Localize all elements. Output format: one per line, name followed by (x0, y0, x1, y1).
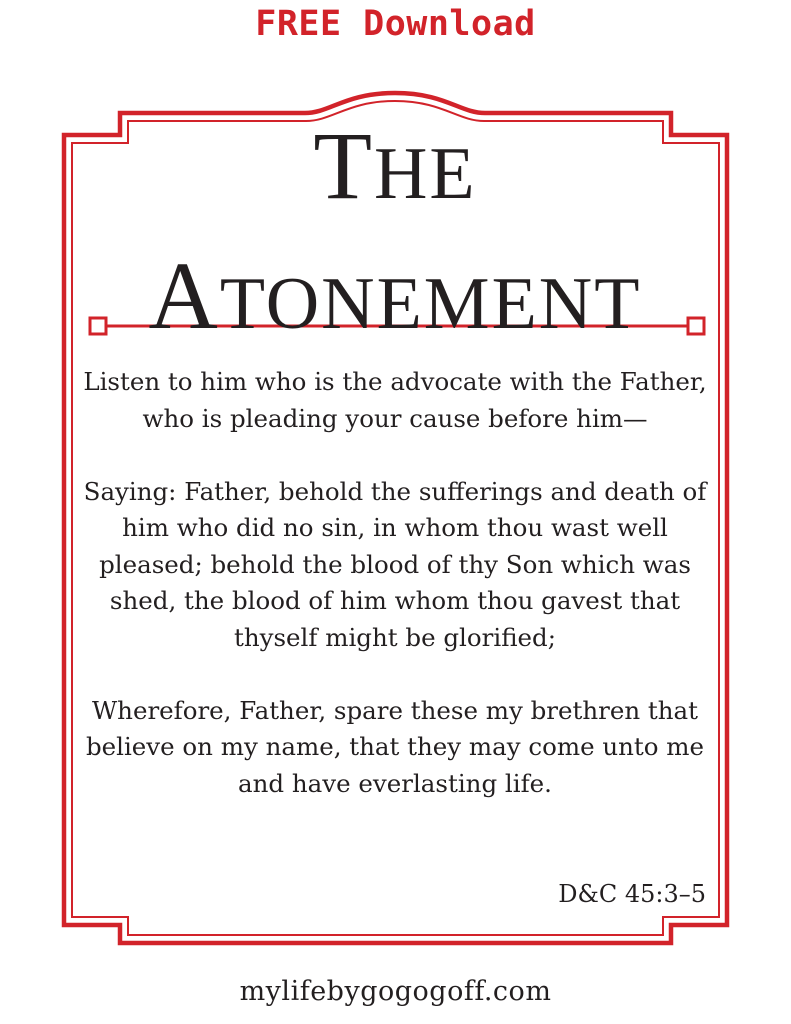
title-line-2: ATONEMENT (148, 242, 642, 349)
page-title (110, 112, 680, 349)
scripture-text (72, 364, 718, 802)
scripture-citation: D&C 45:3–5 (558, 880, 706, 908)
footer-website: mylifebygogogoff.com (239, 976, 552, 1007)
scripture-paragraph-1: Listen to him who is the advocate with the Father, who is pleading your cause before him— (83, 367, 707, 433)
divider-left-square (90, 318, 106, 334)
title-line-1: THE (313, 112, 477, 219)
free-download-banner: FREE Download (255, 4, 536, 44)
scripture-paragraph-2: Saying: Father, behold the sufferings and death of him who did no sin, in whom thou wast well pleased; behold the blood of thy Son which was shed, the blood of him whom thou gavest that thyself might be glorified; (83, 476, 707, 652)
scripture-paragraph-3: Wherefore, Father, spare these my brethren that believe on my name, that they may come unto me and have everlasting life. (85, 695, 705, 798)
divider-right-square (688, 318, 704, 334)
